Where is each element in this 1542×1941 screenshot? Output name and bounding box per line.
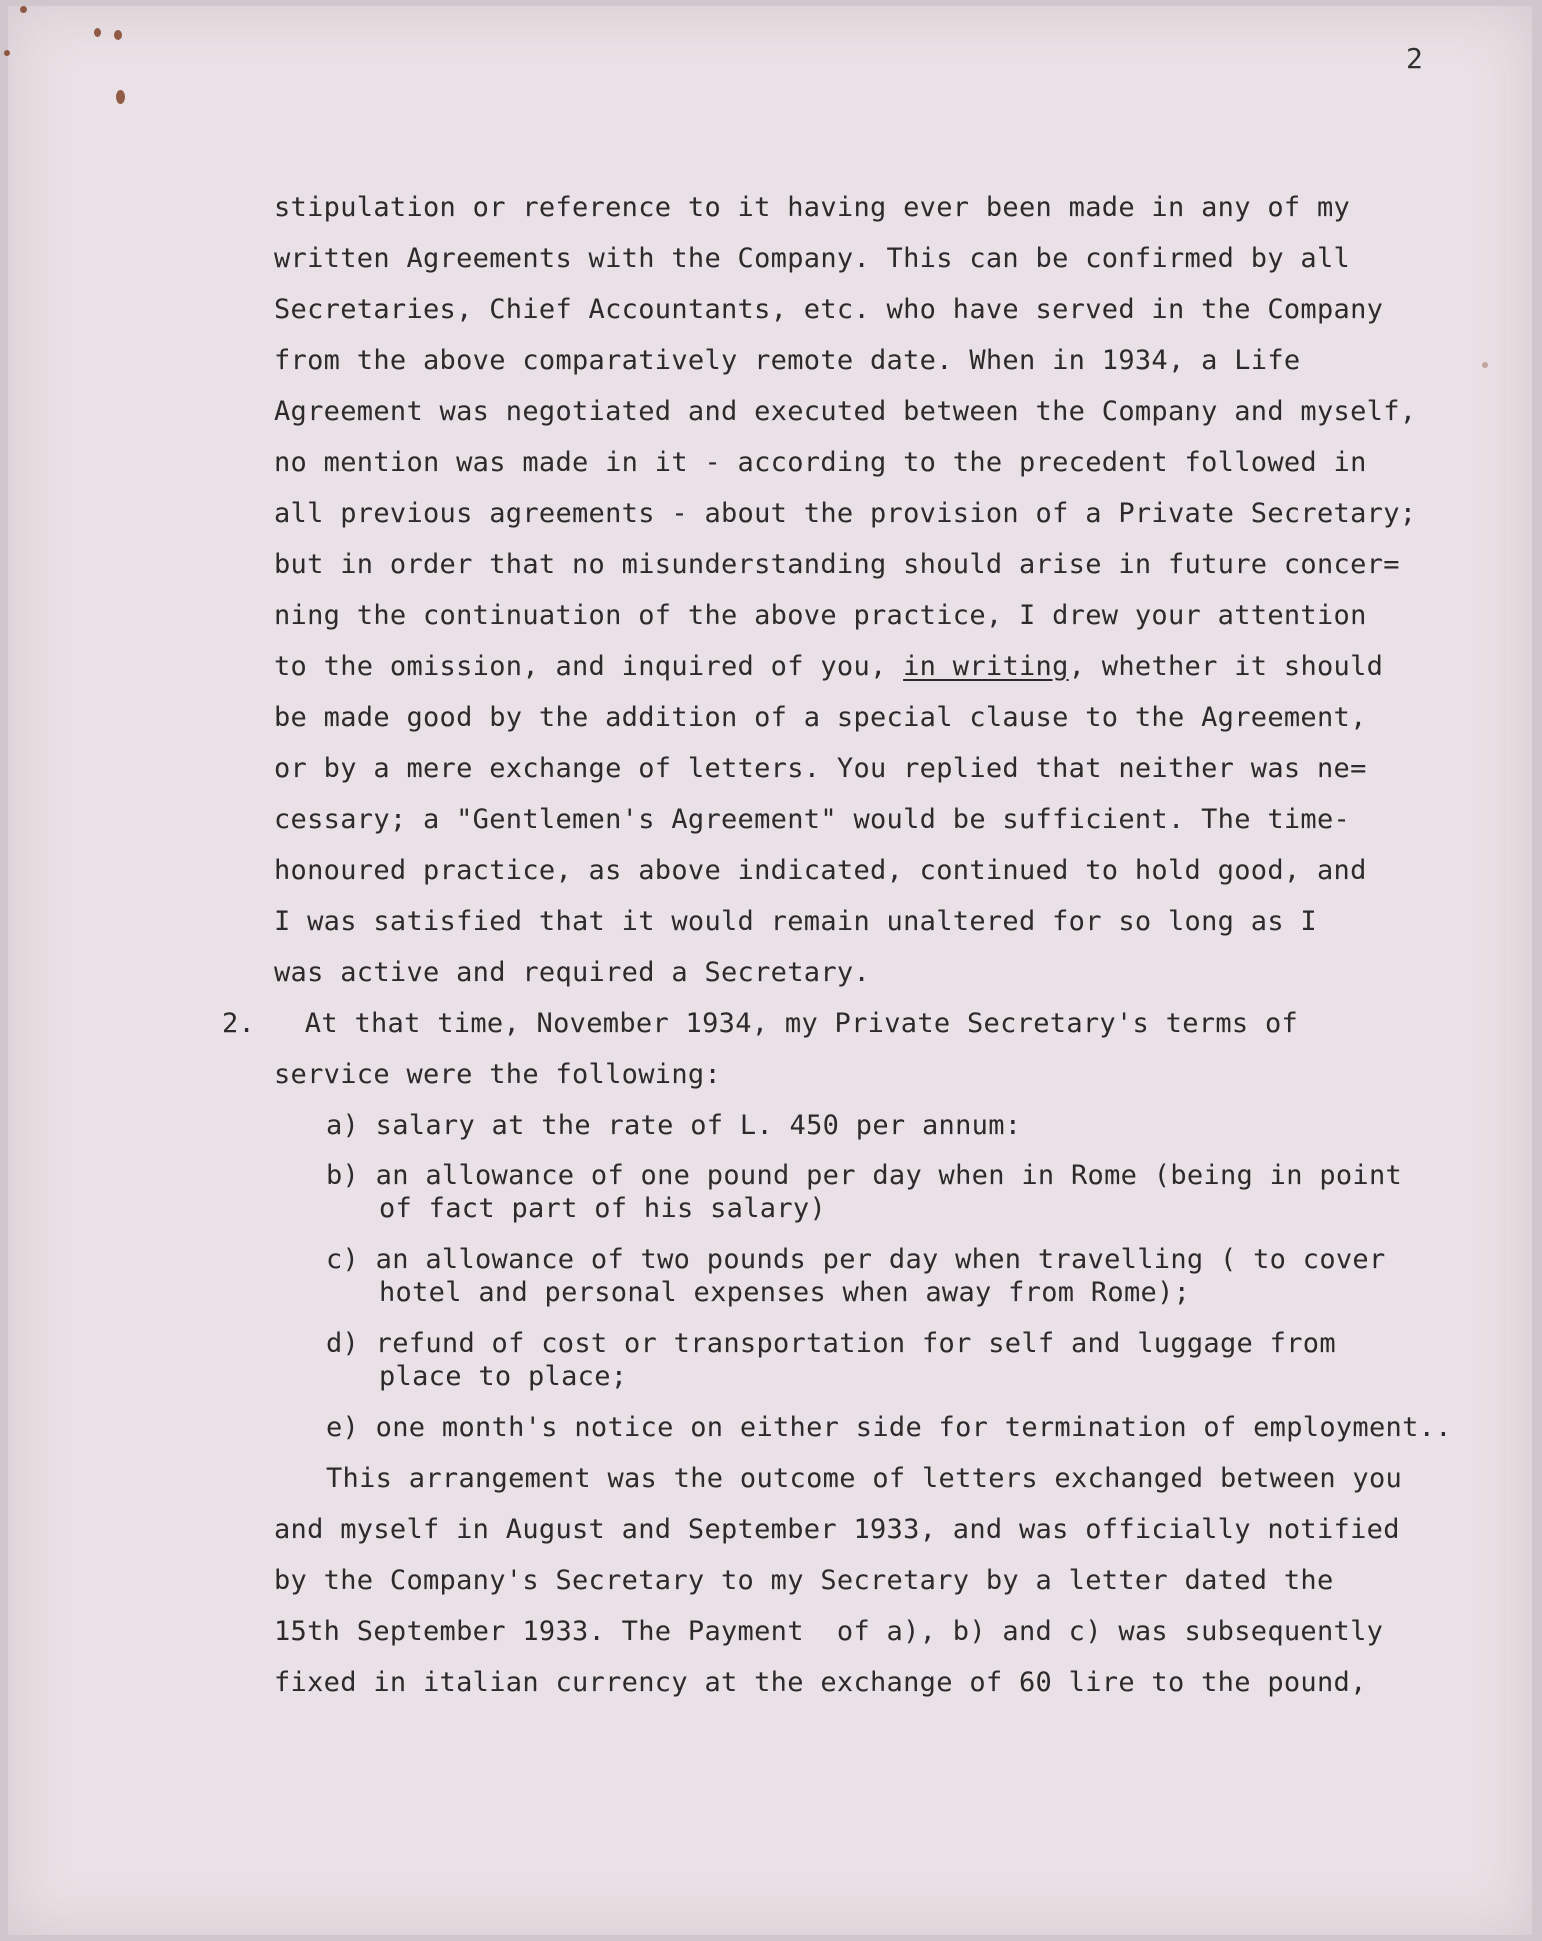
list-item-c-continuation: hotel and personal expenses when away from Rome); xyxy=(379,1277,1191,1308)
text-line: written Agreements with the Company. This can be confirmed by all xyxy=(274,243,1351,274)
typed-page xyxy=(8,6,1532,1935)
rust-stain xyxy=(94,28,101,37)
rust-stain xyxy=(116,90,125,104)
text-line: by the Company's Secretary to my Secretary by a letter dated the xyxy=(274,1565,1334,1596)
text-segment: , whether it should xyxy=(1068,651,1384,682)
list-item-b: b) an allowance of one pound per day when in Rome (being in point xyxy=(326,1160,1403,1191)
text-line: all previous agreements - about the provision of a Private Secretary; xyxy=(274,498,1417,529)
rust-stain xyxy=(1482,362,1488,368)
rust-stain xyxy=(4,50,10,56)
text-line: was active and required a Secretary. xyxy=(274,957,870,988)
list-item-d-continuation: place to place; xyxy=(379,1361,628,1392)
list-item-a: a) salary at the rate of L. 450 per annum: xyxy=(326,1110,1022,1141)
list-item-d: d) refund of cost or transportation for self and luggage from xyxy=(326,1328,1336,1359)
underlined-phrase: in writing xyxy=(903,651,1069,682)
text-line: 15th September 1933. The Payment of a), b) and c) was subsequently xyxy=(274,1616,1384,1647)
text-line: cessary; a "Gentlemen's Agreement" would be sufficient. The time- xyxy=(274,804,1351,835)
list-item-b-continuation: of fact part of his salary) xyxy=(379,1193,826,1224)
text-line: and myself in August and September 1933, and was officially notified xyxy=(274,1514,1400,1545)
text-line: Secretaries, Chief Accountants, etc. who have served in the Company xyxy=(274,294,1384,325)
text-line: no mention was made in it - according to the precedent followed in xyxy=(274,447,1367,478)
text-segment: to the omission, and inquired of you, xyxy=(274,651,904,682)
text-line: stipulation or reference to it having ever been made in any of my xyxy=(274,192,1351,223)
text-line: This arrangement was the outcome of letters exchanged between you xyxy=(326,1463,1403,1494)
text-line: be made good by the addition of a special clause to the Agreement, xyxy=(274,702,1367,733)
text-line: service were the following: xyxy=(274,1059,721,1090)
text-line: or by a mere exchange of letters. You replied that neither was ne= xyxy=(274,753,1367,784)
rust-stain xyxy=(114,30,122,40)
list-item-c: c) an allowance of two pounds per day when travelling ( to cover xyxy=(326,1244,1386,1275)
text-line: honoured practice, as above indicated, continued to hold good, and xyxy=(274,855,1367,886)
text-line: Agreement was negotiated and executed between the Company and myself, xyxy=(274,396,1417,427)
page-number: 2 xyxy=(1406,42,1423,75)
text-line: from the above comparatively remote date. When in 1934, a Life xyxy=(274,345,1301,376)
list-item-e: e) one month's notice on either side for termination of employment.. xyxy=(326,1412,1452,1443)
text-line: ning the continuation of the above practice, I drew your attention xyxy=(274,600,1367,631)
text-line: but in order that no misunderstanding should arise in future concer= xyxy=(274,549,1400,580)
text-line xyxy=(274,652,1383,682)
text-line: I was satisfied that it would remain unaltered for so long as I xyxy=(274,906,1317,937)
rust-stain xyxy=(20,6,27,13)
numbered-paragraph-line: 2. At that time, November 1934, my Private Secretary's terms of xyxy=(222,1008,1299,1039)
text-line: fixed in italian currency at the exchange of 60 lire to the pound, xyxy=(274,1667,1367,1698)
